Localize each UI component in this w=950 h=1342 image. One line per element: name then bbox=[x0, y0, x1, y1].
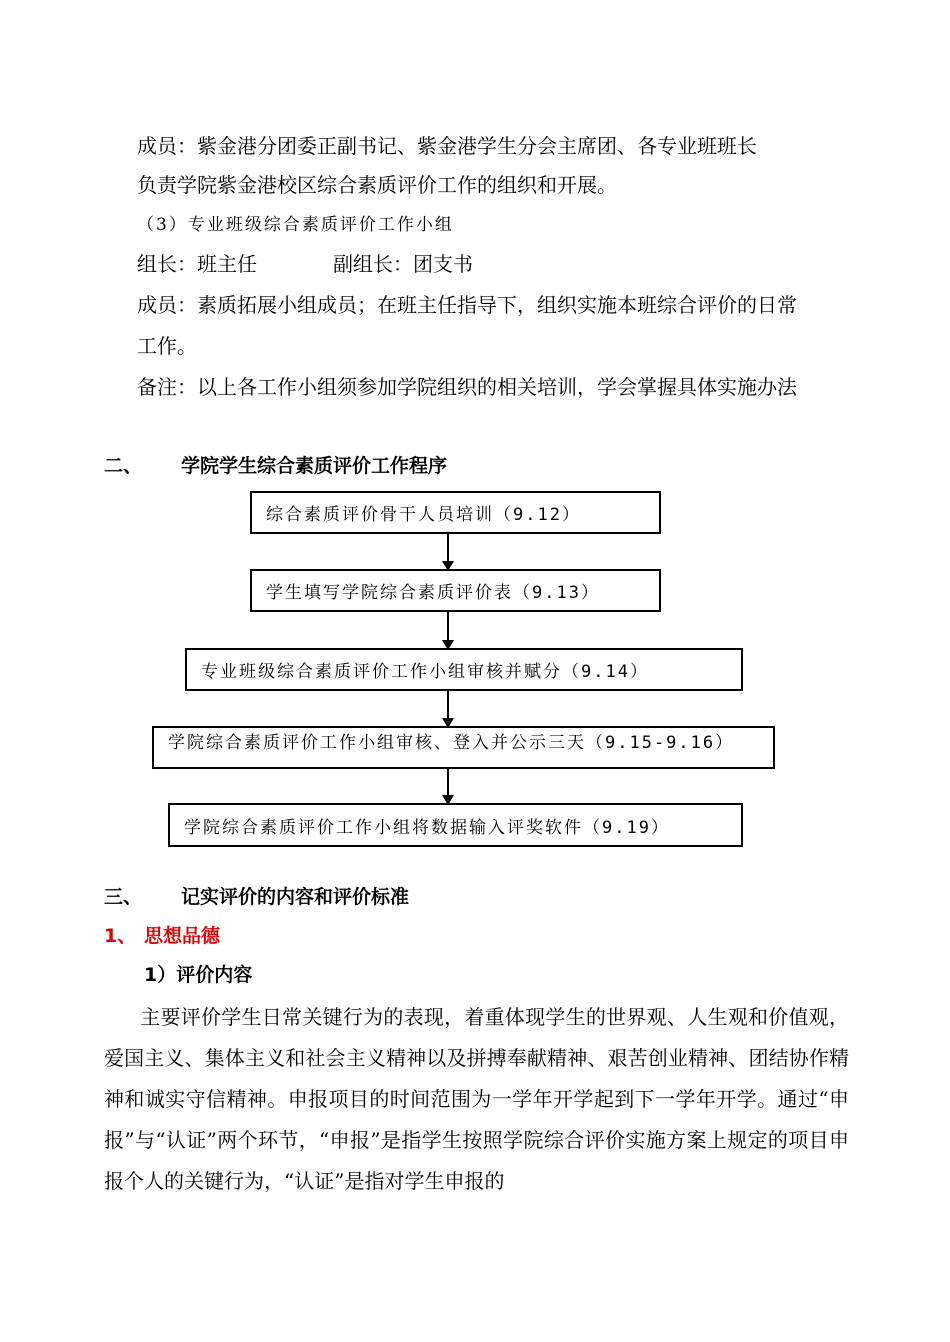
flow-step-4: 学院综合素质评价工作小组审核、登入并公示三天（9.15-9.16） bbox=[152, 726, 775, 769]
subheading-class-group: （3）专业班级综合素质评价工作小组 bbox=[137, 215, 454, 235]
members-line-1: 成员：紫金港分团委正副书记、紫金港学生分会主席团、各专业班班长 bbox=[137, 134, 757, 158]
paragraph-text: 主要评价学生日常关键行为的表现，着重体现学生的世界观、人生观和价值观，爱国主义、集体主义和社会主义精神以及拼搏奉献精神、艰苦创业精神、团结协作精神和诚实守信精神。申报项目的时间范围为一学年开学起到下一学年开学。通过“申报”与“认证”两个环节，“申报”是指学生按照学院综合评价实施方案上规定的项目申报个人的关键行为，“认证”是指对学生申报的 bbox=[104, 1005, 849, 1193]
flow-arrow-4 bbox=[447, 769, 449, 804]
section-2-title: 学院学生综合素质评价工作程序 bbox=[181, 455, 448, 477]
note-line: 备注：以上各工作小组须参加学院组织的相关培训，学会掌握具体实施办法 bbox=[137, 375, 797, 399]
flow-arrow-2 bbox=[447, 612, 449, 649]
evaluation-content-heading: 1）评价内容 bbox=[144, 964, 253, 986]
section-3-number: 三、 bbox=[104, 886, 143, 908]
flow-arrow-3 bbox=[447, 691, 449, 727]
flow-arrow-1 bbox=[447, 534, 449, 570]
responsibility-line: 负责学院紫金港校区综合素质评价工作的组织和开展。 bbox=[137, 173, 617, 197]
subsection-1-number: 1、 bbox=[104, 925, 137, 947]
flow-step-1: 综合素质评价骨干人员培训（9.12） bbox=[250, 491, 661, 534]
group-leader: 组长：班主任 bbox=[137, 252, 257, 276]
subsection-1-title: 思想品德 bbox=[144, 925, 221, 947]
flow-step-3: 专业班级综合素质评价工作小组审核并赋分（9.14） bbox=[185, 648, 743, 691]
evaluation-content-paragraph bbox=[104, 997, 849, 1202]
members-line-2: 成员：素质拓展小组成员；在班主任指导下，组织实施本班综合评价的日常 bbox=[137, 293, 797, 317]
section-3-title: 记实评价的内容和评价标准 bbox=[181, 886, 410, 908]
flow-step-2: 学生填写学院综合素质评价表（9.13） bbox=[250, 569, 661, 612]
flow-step-5: 学院综合素质评价工作小组将数据输入评奖软件（9.19） bbox=[168, 803, 743, 847]
work-line: 工作。 bbox=[137, 334, 197, 358]
group-vice-leader: 副组长：团支书 bbox=[333, 252, 473, 276]
section-2-number: 二、 bbox=[104, 455, 143, 477]
